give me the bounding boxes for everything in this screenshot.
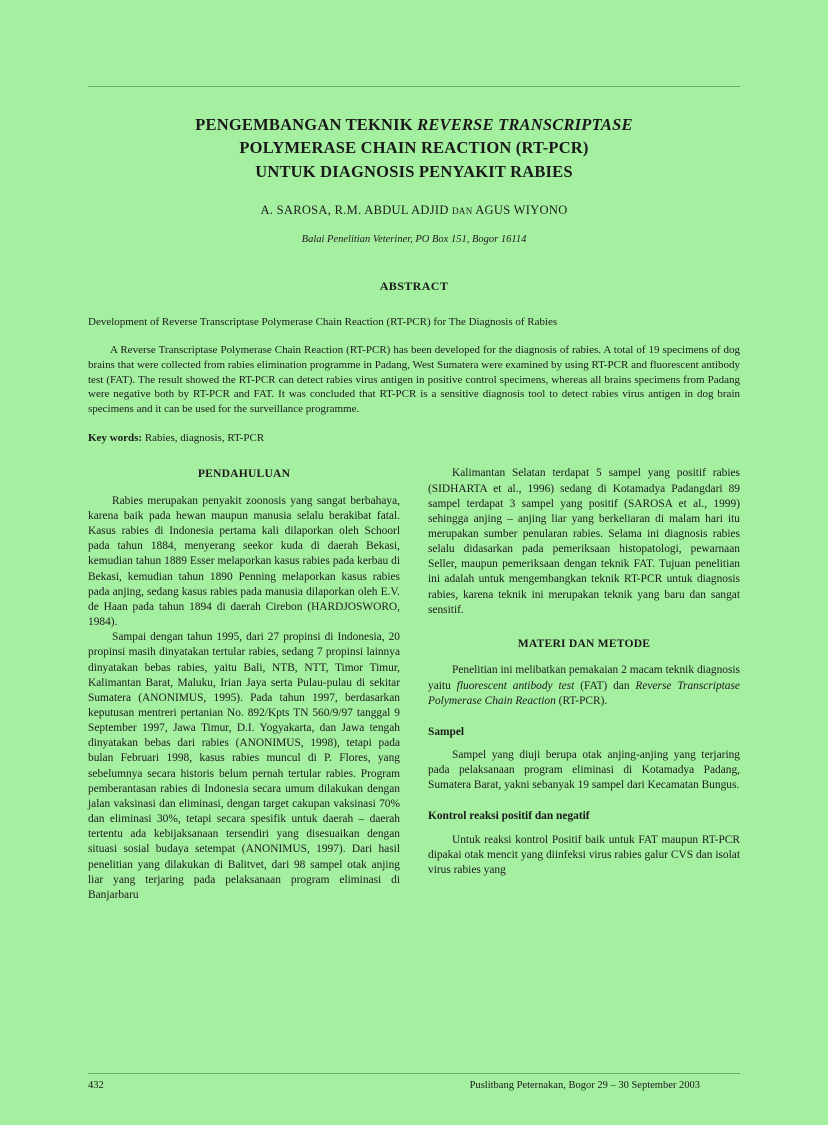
title-line-2: POLYMERASE CHAIN REACTION (RT-PCR) <box>239 138 589 158</box>
section-heading-materi-dan-metode: MATERI DAN METODE <box>517 636 651 650</box>
title-line-3: UNTUK DIAGNOSIS PENYAKIT RABIES <box>255 161 573 181</box>
top-divider <box>88 86 740 87</box>
abstract-heading: ABSTRACT <box>379 279 449 294</box>
left-paragraph-2: Sampai dengan tahun 1995, dari 27 propinsi di Indonesia, 20 propinsi masih dinyatakan tertular rabies, sedang 7 propinsi lainnya dinyatakan bebas rabies, yaitu Bali, NTB, NTT, Timor Timur, Kalimantan Barat, Maluku, Irian Jaya serta Pulau-pulau di sekitar Sumatera (ANONIMUS, 1995). Pada tahun 1997, berdasarkan keputusan mentreri pertanian No. 892/Kpts TN 560/9/97 tanggal 9 September 1997, Jawa Timur, D.I. Yogyakarta, dan Jawa tengah dinyatakan bebas dari rabies (ANONIMUS, 1998), tetapi pada bulan Februari 1998, kasus rabies muncul di P. Flores, yang sebelumnya secara historis belum pernah tertular rabies. Program pemberantasan rabies di Indonesia secara umum dilakukan dengan jalan vaksinasi dan eliminasi, dengan target cakupan vaksinasi 70% dan eliminasi 30%, tetapi secara spesifik untuk daerah – daerah tertentu ada kebijaksanaan tersendiri yang disesuaikan dengan situasi sosial budaya setempat (ANONIMUS, 1997). Dari hasil penelitian yang dilakukan di Balitvet, dari 98 sampel otak anjing liar yang terjaring pada pelaksanaan program eliminasi di Banjarbaru <box>88 631 400 901</box>
keywords <box>88 432 740 444</box>
page-footer <box>88 1073 740 1091</box>
right-paragraph-2-italic-1: fluorescent antibody test <box>456 679 575 692</box>
body-columns <box>88 466 740 903</box>
footer-text: Puslitbang Peternakan, Bogor 29 – 30 September 2003 <box>469 1080 700 1091</box>
abstract-body: A Reverse Transcriptase Polymerase Chain Reaction (RT-PCR) has been developed for the diagnosis of rabies. A total of 19 specimens of dog brains that were collected from rabies elimination programme in Padang, West Sumatera were examined by using RT-PCR and fluorescent antibody test (FAT). The result showed the RT-PCR can detect rabies virus antigen in positive control specimens, whereas all brains specimens from Padang were negative both by RT-PCR and FAT. It was concluded that RT-PCR is a sensitive diagnosis tool to detect rabies virus antigen in dog brain specimens and it can be used for the surveillance programme. <box>88 344 740 415</box>
page-title <box>88 113 740 183</box>
right-paragraph-2-italic-2: Reverse Transcriptase Polymerase Chain Reaction <box>428 679 740 707</box>
right-paragraph-3: Sampel yang diuji berupa otak anjing-anjing yang terjaring pada pelaksanaan program eliminasi di Kotamadya Padang, Sumatera Barat, yakni sebanyak 19 sampel dari Kecamatan Bungus. <box>428 748 740 792</box>
section-heading-pendahuluan: PENDAHULUAN <box>197 467 291 481</box>
authors: A. SAROSA, R.M. ABDUL ADJID dan AGUS WIYONO <box>260 203 568 218</box>
title-line-1 <box>88 113 740 136</box>
right-paragraph-2-part-3: (RT-PCR). <box>555 694 608 707</box>
subheading-sampel: Sampel <box>428 725 465 738</box>
left-paragraph-1: Rabies merupakan penyakit zoonosis yang sangat berbahaya, karena baik pada hewan maupun manusia selalu berakibat fatal. Kasus rabies di Indonesia pertama kali dilaporkan oleh Schoorl pada tahun 1884, menyerang seekor kuda di daerah Bekasi, kemudian tahun 1889 Esser melaporkan kasus rabies pada kerbau di Bekasi, kemudian tahun 1890 Penning melaporkan kasus rabies pada anjing, sedang kasus rabies pada manusia dilaporkan oleh E.V. de Haan pada tahun 1894 di daerah Cirebon (HARDJOSWORO, 1984). <box>88 494 400 629</box>
english-title: Development of Reverse Transcriptase Polymerase Chain Reaction (RT-PCR) for The Diagnosis of Rabies <box>88 316 558 329</box>
right-paragraph-4: Untuk reaksi kontrol Positif baik untuk FAT maupun RT-PCR dipakai otak mencit yang diinfeksi virus rabies galur CVS dan isolat virus rabies yang <box>428 833 740 876</box>
right-column <box>428 466 740 903</box>
keywords-value: Rabies, diagnosis, RT-PCR <box>144 432 265 445</box>
affiliation: Balai Penelitian Veteriner, PO Box 151, Bogor 16114 <box>301 234 527 246</box>
right-paragraph-2-part-2: (FAT) dan <box>574 679 636 692</box>
right-paragraph-1: Kalimantan Selatan terdapat 5 sampel yang positif rabies (SIDHARTA et al., 1996) sedang di Kotamadya Padangdari 89 sampel terdapat 3 sampel yang positif (SAROSA et al., 1999) sehingga anjing – anjing liar yang berkeliaran di malam hari itu merupakan sumber penularan rabies. Selama ini diagnosis rabies selalu didasarkan pada pemeriksaan histopatologi, pewarnaan Seller, maupun pemeriksaan dengan teknik FAT. Tujuan penelitian ini adalah untuk mengembangkan teknik RT-PCR untuk diagnosis rabies, karena teknik ini merupakan teknik yang baru dan sangat sensitif. <box>428 467 740 616</box>
left-column <box>88 466 400 903</box>
footer-page-number: 432 <box>88 1080 104 1091</box>
subheading-kontrol-reaksi: Kontrol reaksi positif dan negatif <box>428 810 590 823</box>
keywords-label: Key words: <box>88 432 143 445</box>
right-paragraph-2 <box>428 663 740 708</box>
title-line-1-italic: REVERSE TRANSCRIPTASE <box>417 115 633 134</box>
right-paragraph-2-part-1: Penelitian ini melibatkan pemakaian 2 macam teknik diagnosis yaitu <box>428 664 740 692</box>
title-line-1-plain: PENGEMBANGAN TEKNIK <box>195 115 418 134</box>
